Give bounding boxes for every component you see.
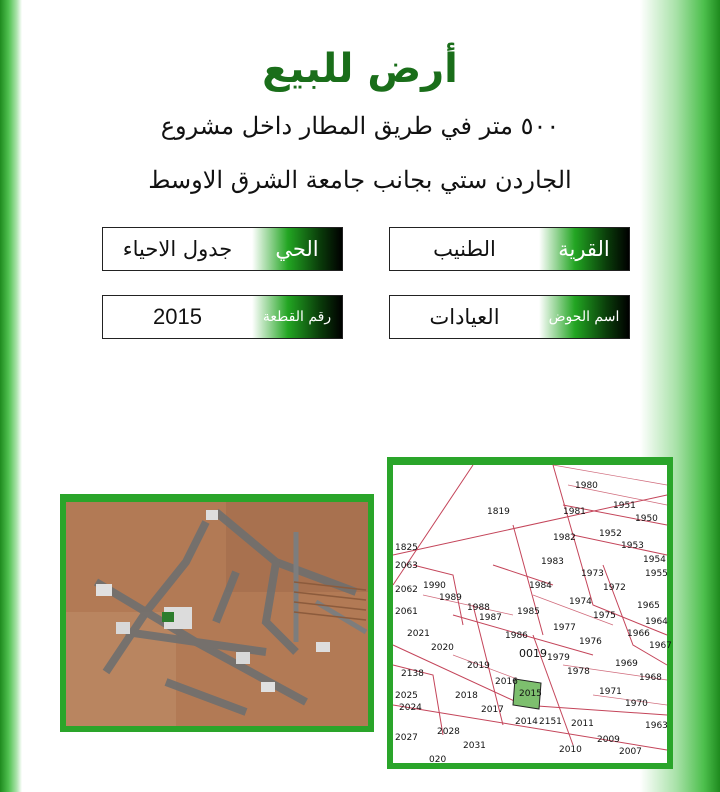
lot-label: 1967 [649,641,672,651]
lot-label: 1951 [613,501,636,511]
lot-label: 1989 [439,593,462,603]
page-title: أرض للبيع [262,46,458,92]
lot-label: 020 [429,755,447,765]
lot-label: 1966 [627,629,650,639]
lot-label: 2010 [559,745,582,755]
lot-label: 2138 [401,669,424,679]
cadastral-map-panel [393,465,672,765]
lot-label: 1984 [529,581,552,591]
lot-label: 2151 [539,717,562,727]
lot-label: 1987 [479,613,502,623]
plot-field [102,295,343,339]
subtitle-line-1: ٥٠٠ متر في طريق المطار داخل مشروع [160,112,560,140]
lot-label: 1990 [423,581,446,591]
basin-label: اسم الحوض [539,296,629,338]
lot-label: 1954 [643,555,666,565]
basin-value: العيادات [429,305,500,329]
lot-label: 2016 [495,677,518,687]
village-value: الطنيب [433,237,496,261]
district-label: الحي [252,228,342,270]
lot-label: 1970 [625,699,648,709]
lot-label: 2014 [515,717,538,727]
lot-label: 1980 [575,481,598,491]
lot-label: 2024 [399,703,422,713]
lot-label: 1952 [599,529,622,539]
lot-label: 2009 [597,735,620,745]
lot-label: 1963 [645,721,668,731]
lot-label: 2019 [467,661,490,671]
lot-label: 2062 [395,585,418,595]
lot-label: 1971 [599,687,622,697]
village-field [389,227,630,271]
lot-label: 1988 [467,603,490,613]
lot-label: 1979 [547,653,570,663]
lot-label: 1976 [579,637,602,647]
lot-label: 2031 [463,741,486,751]
lot-label: 1964 [645,617,668,627]
lot-label: 2020 [431,643,454,653]
basin-field [389,295,630,339]
lot-label: 1973 [581,569,604,579]
lot-label: 1985 [517,607,540,617]
lot-label: 2021 [407,629,430,639]
plot-value: 2015 [153,304,202,329]
cadastral-map [387,457,673,769]
lot-label: 1969 [615,659,638,669]
lot-label: 1955 [645,569,668,579]
district-value: جدول الاحياء [122,237,233,261]
lot-label: 1975 [593,611,616,621]
lot-label: 2018 [455,691,478,701]
lot-label: 1825 [395,543,418,553]
satellite-photo [60,494,374,732]
lot-label: 2028 [437,727,460,737]
lot-label: 1981 [563,507,586,517]
village-label: القرية [539,228,629,270]
highlighted-lot-label: 2015 [519,689,542,699]
lot-label: 2027 [395,733,418,743]
lot-label: 1977 [553,623,576,633]
satellite-image [66,502,368,726]
lot-label: 2011 [571,719,594,729]
lot-label: 2063 [395,561,418,571]
lot-label: 1982 [553,533,576,543]
lot-label: 1978 [567,667,590,677]
lot-label: 2025 [395,691,418,701]
lot-label: 2007 [619,747,642,757]
satellite-graphic [66,502,368,726]
lot-label: 1819 [487,507,510,517]
lot-label: 1983 [541,557,564,567]
lot-label: 2017 [481,705,504,715]
lot-label: 1950 [635,514,658,524]
lot-label: 1974 [569,597,592,607]
lot-label: 1972 [603,583,626,593]
lot-label: 1953 [621,541,644,551]
lot-label: 1965 [637,601,660,611]
subtitle-line-2: الجاردن ستي بجانب جامعة الشرق الاوسط [148,166,572,194]
lot-label: 2061 [395,607,418,617]
district-field [102,227,343,271]
plot-label: رقم القطعة [252,296,342,338]
lot-label: 1986 [505,631,528,641]
lot-label: 0019 [519,647,547,660]
lot-label: 1968 [639,673,662,683]
